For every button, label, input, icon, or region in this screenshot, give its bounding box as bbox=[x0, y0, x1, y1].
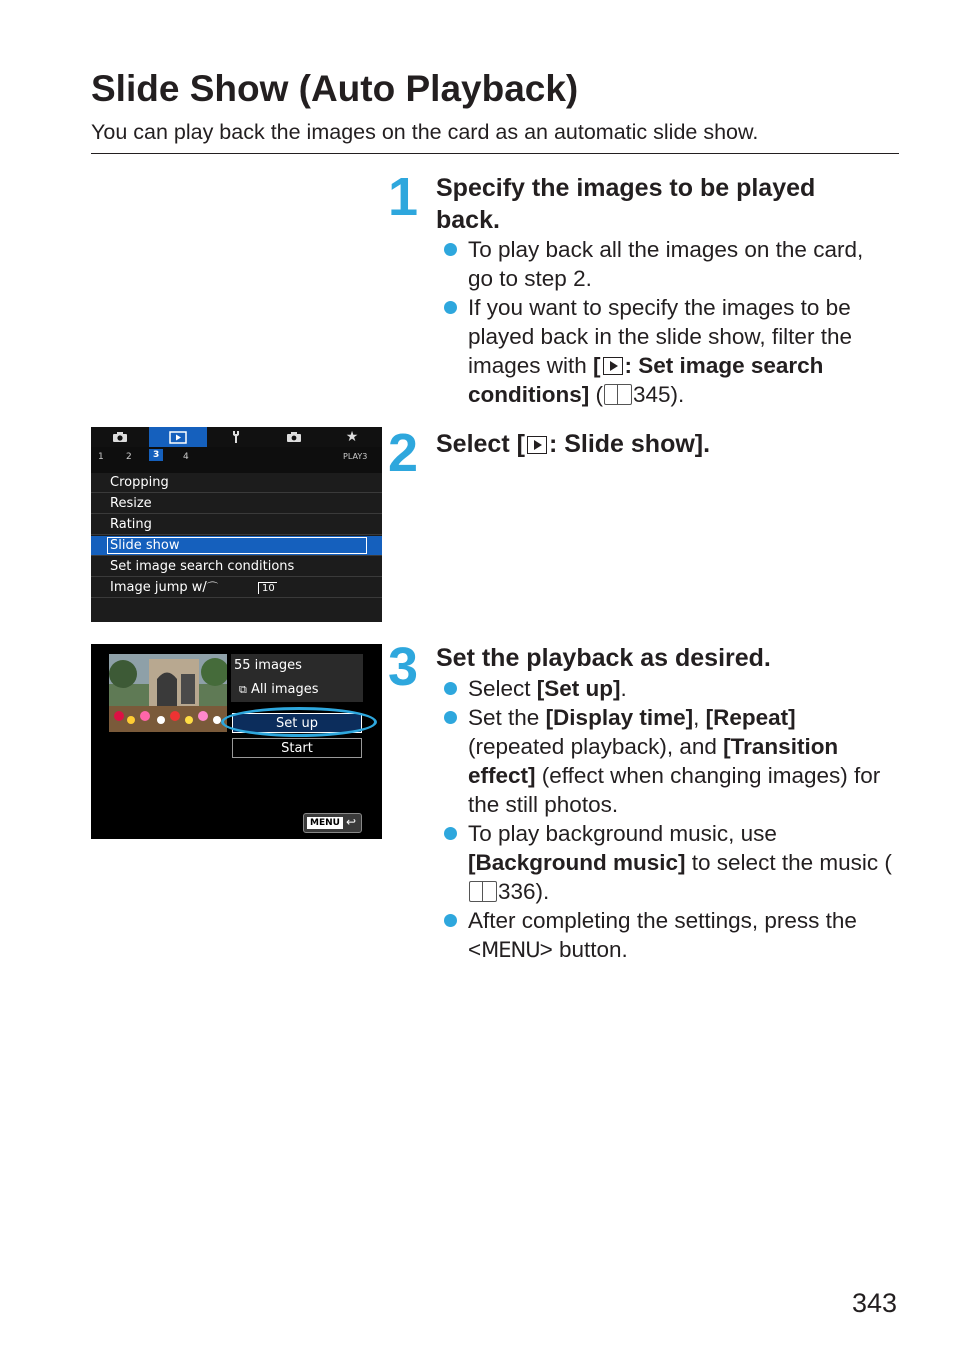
bullet-item: Select [Set up]. bbox=[442, 674, 892, 703]
page-number: 343 bbox=[852, 1288, 898, 1318]
menu-item-search-conditions[interactable]: Set image search conditions bbox=[91, 557, 382, 577]
wrench-icon[interactable] bbox=[207, 427, 265, 447]
bullet-icon bbox=[444, 243, 457, 256]
page-subtitle: You can play back the images on the card as an automatic slide show. bbox=[91, 120, 759, 144]
menu-item-cropping[interactable]: Cropping bbox=[91, 473, 382, 493]
step-heading: Set the playback as desired. bbox=[436, 644, 771, 672]
menu-subtabs bbox=[91, 447, 382, 473]
menu-tabs bbox=[91, 427, 382, 447]
menu-item-image-jump[interactable]: Image jump w/ ⌒ 10 bbox=[91, 578, 382, 598]
playback-tab-icon[interactable] bbox=[149, 427, 207, 447]
menu-page-label: PLAY3 bbox=[343, 452, 368, 461]
image-count: 55 images bbox=[234, 658, 302, 673]
image-filter: ⧉ All images bbox=[239, 682, 319, 697]
return-icon: ↩ bbox=[346, 815, 357, 829]
title-rule bbox=[91, 153, 899, 154]
menu-return-button[interactable] bbox=[303, 813, 362, 833]
menu-item-resize[interactable]: Resize bbox=[91, 494, 382, 514]
bullet-item: After completing the settings, press the <MENU> button. bbox=[442, 906, 892, 965]
book-reference-icon bbox=[604, 384, 632, 405]
start-button[interactable]: Start bbox=[232, 738, 362, 758]
subtab-3[interactable]: 3 bbox=[149, 449, 163, 461]
page-title: Slide Show (Auto Playback) bbox=[91, 68, 579, 109]
menu-item-empty bbox=[91, 599, 382, 619]
bullet-icon bbox=[444, 914, 457, 927]
menu-item-slide-show[interactable]: Slide show bbox=[91, 536, 382, 556]
star-icon[interactable]: ★ bbox=[345, 429, 359, 445]
camera-icon[interactable] bbox=[91, 427, 149, 447]
playback-icon bbox=[527, 436, 547, 454]
highlight-ring bbox=[221, 707, 377, 737]
step-number: 1 bbox=[388, 167, 419, 227]
book-reference-icon bbox=[469, 881, 497, 902]
set-up-button[interactable]: Set up bbox=[232, 713, 362, 733]
camera-menu-screen bbox=[91, 427, 382, 622]
bullet-icon bbox=[444, 711, 457, 724]
step-bullets bbox=[442, 674, 892, 965]
step-number: 3 bbox=[388, 637, 419, 697]
menu-button-label: MENU bbox=[481, 938, 540, 962]
bullet-icon bbox=[444, 682, 457, 695]
bullet-item: If you want to specify the images to be played back in the slide show, filter the images with [ : Set image search conditions] ( 345). bbox=[442, 293, 892, 409]
step-heading: Specify the images to be played back. bbox=[436, 174, 816, 234]
menu-item-rating[interactable]: Rating bbox=[91, 515, 382, 535]
menu-label: MENU bbox=[307, 817, 343, 829]
bullet-icon bbox=[444, 301, 457, 314]
slideshow-info bbox=[231, 654, 363, 702]
all-images-icon: ⧉ bbox=[239, 683, 247, 696]
dial-icon: ⌒ bbox=[207, 581, 218, 594]
step-bullets bbox=[442, 235, 892, 409]
step-heading: Select [ : Slide show]. bbox=[436, 430, 711, 458]
jump-value: 10 bbox=[258, 579, 277, 599]
subtab-4[interactable]: 4 bbox=[183, 452, 189, 462]
preview-thumbnail bbox=[109, 654, 227, 732]
bullet-item: To play back all the images on the card, go to step 2. bbox=[442, 235, 892, 293]
custom-icon[interactable] bbox=[265, 427, 323, 447]
subtab-1[interactable]: 1 bbox=[98, 452, 104, 462]
step-number: 2 bbox=[388, 423, 419, 483]
bullet-item: To play background music, use [Background music] to select the music (336). bbox=[442, 819, 892, 906]
slideshow-screen bbox=[91, 644, 382, 839]
bullet-icon bbox=[444, 827, 457, 840]
playback-icon bbox=[603, 357, 623, 375]
subtab-2[interactable]: 2 bbox=[126, 452, 132, 462]
bullet-item: Set the [Display time], [Repeat] (repeated playback), and [Transition effect] (effect when changing images) for the still photos. bbox=[442, 703, 892, 819]
